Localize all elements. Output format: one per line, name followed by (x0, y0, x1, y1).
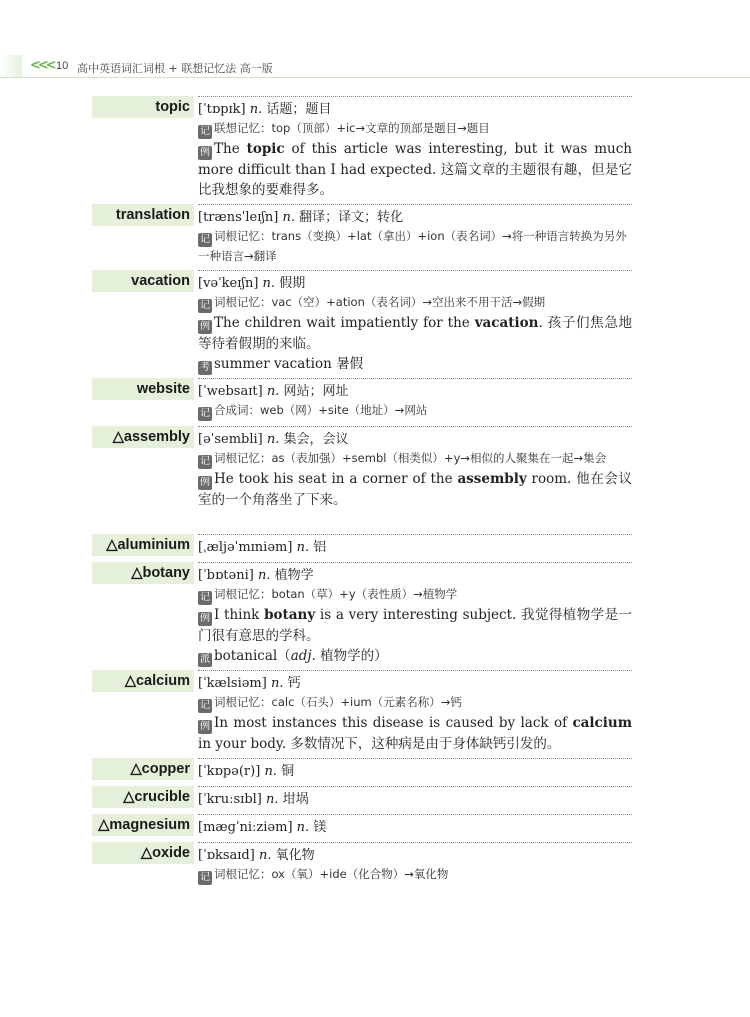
headword: △oxide (92, 842, 194, 864)
meaning: 植物学 (274, 568, 314, 583)
memory-text: 联想记忆：top（顶部）+ic→文章的顶部是题目→题目 (214, 121, 490, 135)
headword: △assembly (92, 426, 194, 448)
memory-text: 词根记忆：ox（氧）+ide（化合物）→氧化物 (214, 867, 449, 881)
definition (198, 538, 632, 557)
definition (198, 674, 632, 693)
example-keyword: topic (246, 141, 285, 157)
example-tag-icon: 例 (200, 147, 210, 158)
memory-tag-icon: 记 (200, 592, 210, 603)
memory-tag-icon: 记 (200, 300, 210, 311)
dotted-divider (198, 842, 632, 843)
vocab-entry (92, 562, 632, 670)
example-tag-icon: 例 (200, 321, 210, 332)
phonetic: [ˈbɒtəni] (198, 568, 254, 583)
dotted-divider (198, 814, 632, 815)
headword: topic (92, 96, 194, 118)
definition (198, 762, 632, 781)
example-sentence: 例 He took his seat in a corner of the assembly room. 他在会议室的一个角落坐了下来。 (198, 471, 632, 508)
definition (198, 430, 632, 449)
memory-note (198, 865, 632, 885)
part-of-speech: n. (266, 432, 280, 447)
memory-note (198, 293, 632, 313)
memory-text: 词根记忆：vac（空）+ation（表名词）→空出来不用干活→假期 (214, 295, 546, 309)
dotted-divider (198, 758, 632, 759)
chevron-left-icon: <<< (30, 58, 54, 73)
memory-note (198, 401, 632, 421)
headword: △botany (92, 562, 194, 584)
headword: △magnesium (92, 814, 194, 836)
header-bar (0, 55, 750, 79)
phonetic: [trænsˈleɪʃn] (198, 210, 279, 225)
memory-tag-icon: 记 (200, 700, 210, 711)
vocab-entry (92, 426, 632, 534)
headword: △calcium (92, 670, 194, 692)
headword: translation (92, 204, 194, 226)
example-sentence: 例 I think botany is a very interesting subject. 我觉得植物学是一门很有意思的学科。 (198, 607, 632, 644)
meaning: 钙 (287, 676, 301, 691)
memory-note (198, 585, 632, 605)
meaning: 网站；网址 (283, 384, 349, 399)
dotted-divider (198, 562, 632, 563)
headword: vacation (92, 270, 194, 292)
example-keyword: vacation (474, 315, 539, 331)
definition (198, 790, 632, 809)
example-sentence: 例 In most instances this disease is caused by lack of calcium in your body. 多数情况下，这种病是由于身体缺钙引发的。 (198, 715, 632, 752)
phonetic: [vəˈkeɪʃn] (198, 276, 259, 291)
dotted-divider (198, 426, 632, 427)
example-sentence: 例 The topic of this article was interesting, but it was much more difficult than I had expected. 这篇文章的主题很有趣，但是它比我想象的要难得多。 (198, 141, 632, 198)
dotted-divider (198, 534, 632, 535)
definition (198, 382, 632, 401)
part-of-speech: n. (262, 276, 276, 291)
header-accent (0, 55, 22, 77)
page-number: 10 (56, 60, 69, 72)
phonetic: [ˈkruːsɪbl] (198, 792, 262, 807)
part-of-speech: n. (249, 102, 263, 117)
example-keyword: assembly (457, 471, 527, 487)
meaning: 镁 (313, 820, 327, 835)
vocab-entry (92, 814, 632, 842)
example-keyword: botany (264, 607, 316, 623)
meaning: 铝 (313, 540, 327, 555)
definition (198, 566, 632, 585)
memory-tag-icon: 记 (200, 126, 210, 137)
example-keyword: calcium (572, 715, 632, 731)
example-tag-icon: 例 (200, 613, 210, 624)
part-of-speech: n. (296, 820, 310, 835)
headword: △copper (92, 758, 194, 780)
part-of-speech: n. (257, 568, 271, 583)
definition (198, 818, 632, 837)
exam-phrase: 考 summer vacation 暑假 (200, 356, 364, 373)
dotted-divider (198, 270, 632, 271)
phonetic: [ˈɒksaɪd] (198, 848, 255, 863)
memory-text: 词根记忆：botan（草）+y（表性质）→植物学 (214, 587, 458, 601)
vocab-entry (92, 670, 632, 758)
part-of-speech: n. (282, 210, 295, 225)
derived-word: 派 botanical（adj. 植物学的） (200, 648, 388, 665)
example-tag-icon: 例 (200, 721, 210, 732)
memory-text: 词根记忆：calc（石头）+ium（元素名称）→钙 (214, 695, 462, 709)
phonetic: [ˈwebsaɪt] (198, 384, 263, 399)
dotted-divider (198, 96, 632, 97)
meaning: 氧化物 (275, 848, 315, 863)
memory-note (198, 449, 632, 469)
headword: △crucible (92, 786, 194, 808)
exam-tag-icon: 考 (200, 362, 210, 373)
dotted-divider (198, 786, 632, 787)
phonetic: [əˈsembli] (198, 432, 263, 447)
phonetic: [ˈtɒpɪk] (198, 102, 246, 117)
memory-tag-icon: 记 (200, 456, 210, 467)
part-of-speech: n. (258, 848, 272, 863)
phonetic: [ˈkælsiəm] (198, 676, 267, 691)
vocab-entry (92, 534, 632, 562)
example-sentence: 例 The children wait impatiently for the vacation. 孩子们焦急地等待着假期的来临。 (198, 315, 632, 352)
dotted-divider (198, 670, 632, 671)
page-header (0, 0, 750, 80)
definition (198, 846, 632, 865)
part-of-speech: n. (270, 676, 284, 691)
memory-tag-icon: 记 (200, 872, 210, 883)
vocab-entry (92, 786, 632, 814)
memory-note (198, 119, 632, 139)
vocab-entry (92, 204, 632, 270)
memory-note (198, 227, 632, 265)
vocab-entry (92, 96, 632, 204)
dotted-divider (198, 204, 632, 205)
memory-text: 词根记忆：as（表加强）+sembl（相类似）+y→相似的人聚集在一起→集会 (214, 451, 607, 465)
vocabulary-list (92, 96, 632, 890)
part-of-speech: n. (266, 792, 279, 807)
memory-tag-icon: 记 (200, 234, 210, 245)
vocab-entry (92, 270, 632, 378)
phonetic: [ˈkɒpə(r)] (198, 764, 261, 779)
meaning: 假期 (279, 276, 306, 291)
header-divider (0, 77, 750, 78)
memory-text: 合成词：web（网）+site（地址）→网站 (214, 403, 428, 417)
definition (198, 208, 632, 227)
vocab-entry (92, 378, 632, 426)
derived-tag-icon: 派 (200, 654, 210, 665)
dotted-divider (198, 378, 632, 379)
vocab-entry (92, 842, 632, 890)
memory-text: 词根记忆：trans（变换）+lat（拿出）+ion（表名词）→将一种语言转换为另外一种语言→翻译 (198, 229, 627, 263)
book-title: 高中英语词汇词根 + 联想记忆法 高一版 (77, 62, 273, 75)
definition (198, 274, 632, 293)
meaning: 铜 (281, 764, 295, 779)
example-tag-icon: 例 (200, 477, 210, 488)
part-of-speech: n. (296, 540, 310, 555)
definition (198, 100, 632, 119)
headword: website (92, 378, 194, 400)
phonetic: [mægˈniːziəm] (198, 820, 293, 835)
memory-note (198, 693, 632, 713)
meaning: 话题；题目 (266, 102, 332, 117)
headword: △aluminium (92, 534, 194, 556)
meaning: 坩埚 (282, 792, 309, 807)
memory-tag-icon: 记 (200, 408, 210, 419)
meaning: 翻译；译文；转化 (299, 210, 404, 225)
part-of-speech: n. (264, 764, 277, 779)
vocab-entry (92, 758, 632, 786)
part-of-speech: n. (266, 384, 280, 399)
meaning: 集会，会议 (283, 432, 349, 447)
phonetic: [ˌæljəˈmɪniəm] (198, 540, 293, 555)
